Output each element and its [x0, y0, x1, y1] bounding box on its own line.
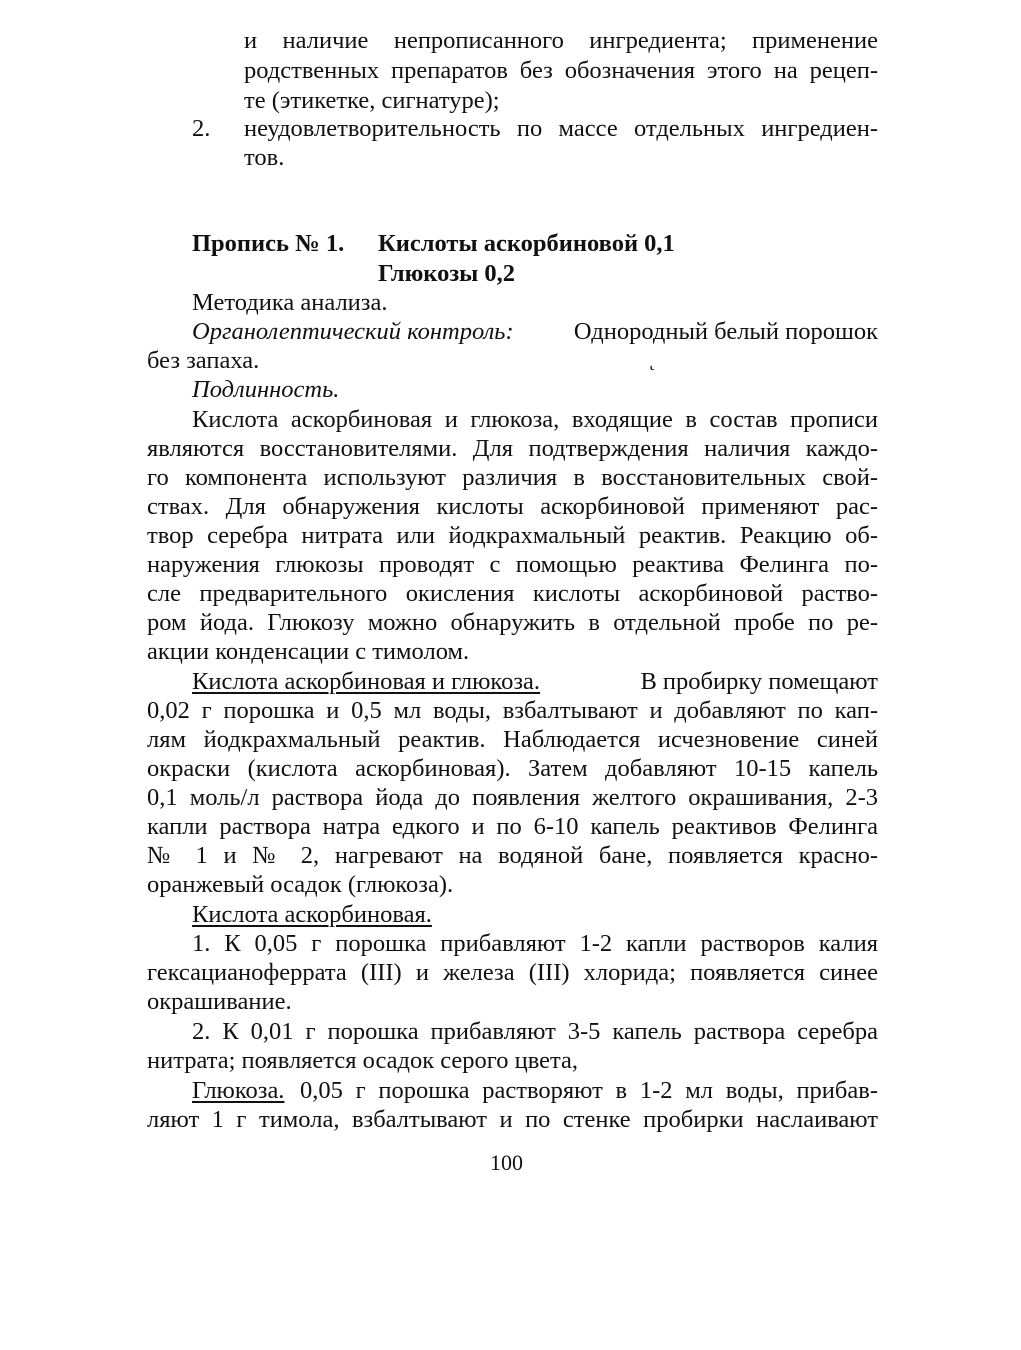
ascorbic-heading: Кислота аскорбиновая. [192, 901, 432, 928]
both-line-8: оранжевый осадок (глюкоза). [147, 871, 454, 898]
both-line-2: 0,02 г порошка и 0,5 мл воды, взбалтывают и добавляют по кап- [147, 697, 878, 724]
both-line-7: № 1 и № 2, нагревают на водяной бане, появляется красно- [147, 842, 878, 869]
list-item-2-line-1: неудовлетворительность по массе отдельных ингредиен- [244, 115, 878, 142]
auth-line-4: ствах. Для обнаружения кислоты аскорбиновой применяют рас- [147, 493, 878, 520]
list-item-2-line-2: тов. [244, 144, 285, 171]
auth-line-3: го компонента используют различия в восстановительных свой- [147, 464, 878, 491]
organoleptic-text: Однородный белый порошок [573, 318, 878, 345]
recipe-ingredient-2: Глюкозы 0,2 [378, 260, 516, 287]
auth-line-6: наружения глюкозы проводят с помощью реактива Фелинга по- [147, 551, 878, 578]
both-heading: Кислота аскорбиновая и глюкоза. [192, 668, 541, 695]
both-line-4: окраски (кислота аскорбиновая). Затем добавляют 10-15 капель [147, 755, 878, 782]
glucose-line-1-rest: 0,05 г порошка растворяют в 1-2 мл воды, прибав- [300, 1077, 878, 1104]
ascorbic-p1-line-2: гексацианоферрата (III) и железа (III) хлорида; появляется синее [147, 959, 878, 986]
auth-line-1: Кислота аскорбиновая и глюкоза, входящие в состав прописи [192, 406, 878, 433]
page-number: 100 [490, 1150, 523, 1175]
glucose-line-2: ляют 1 г тимола, взбалтывают и по стенке пробирки наслаивают [147, 1106, 878, 1133]
list-item-1-line-2: родственных препаратов без обозначения этого на рецеп- [244, 57, 878, 84]
organoleptic-text-cont: без запаха. [147, 347, 260, 374]
organoleptic-label: Органолептический контроль: [192, 318, 514, 345]
auth-line-7: сле предварительного окисления кислоты аскорбиновой раство- [147, 580, 878, 607]
ascorbic-p1-line-3: окрашивание. [147, 988, 292, 1015]
both-line-1-rest: В пробирку помещают [640, 668, 878, 695]
auth-line-5: твор серебра нитрата или йодкрахмальный реактив. Реакцию об- [147, 522, 878, 549]
glucose-heading: Глюкоза. [192, 1077, 285, 1104]
ascorbic-p2-line-2: нитрата; появляется осадок серого цвета, [147, 1047, 579, 1074]
authenticity-title: Подлинность. [192, 376, 340, 403]
list-item-2-number: 2. [192, 115, 211, 142]
method-title: Методика анализа. [192, 289, 388, 316]
list-item-1-line-3: те (этикетке, сигнатуре); [244, 87, 500, 114]
stray-mark: ˛ [649, 349, 656, 371]
both-line-3: лям йодкрахмальный реактив. Наблюдается исчезновение синей [147, 726, 878, 753]
both-line-5: 0,1 моль/л раствора йода до появления желтого окрашивания, 2-3 [147, 784, 878, 811]
both-line-6: капли раствора натра едкого и по 6-10 капель реактивов Фелинга [147, 813, 878, 840]
ascorbic-p1-line-1: 1. К 0,05 г порошка прибавляют 1-2 капли растворов калия [192, 930, 878, 957]
ascorbic-p2-line-1: 2. К 0,01 г порошка прибавляют 3-5 капель раствора серебра [192, 1018, 878, 1045]
list-item-1-line-1: и наличие непрописанного ингредиента; применение [244, 27, 878, 54]
auth-line-2: являются восстановителями. Для подтверждения наличия каждо- [147, 435, 878, 462]
recipe-label: Пропись № 1. [192, 230, 345, 257]
auth-line-8: ром йода. Глюкозу можно обнаружить в отдельной пробе по ре- [147, 609, 878, 636]
auth-line-9: акции конденсации с тимолом. [147, 638, 470, 665]
recipe-ingredient-1: Кислоты аскорбиновой 0,1 [378, 230, 675, 257]
